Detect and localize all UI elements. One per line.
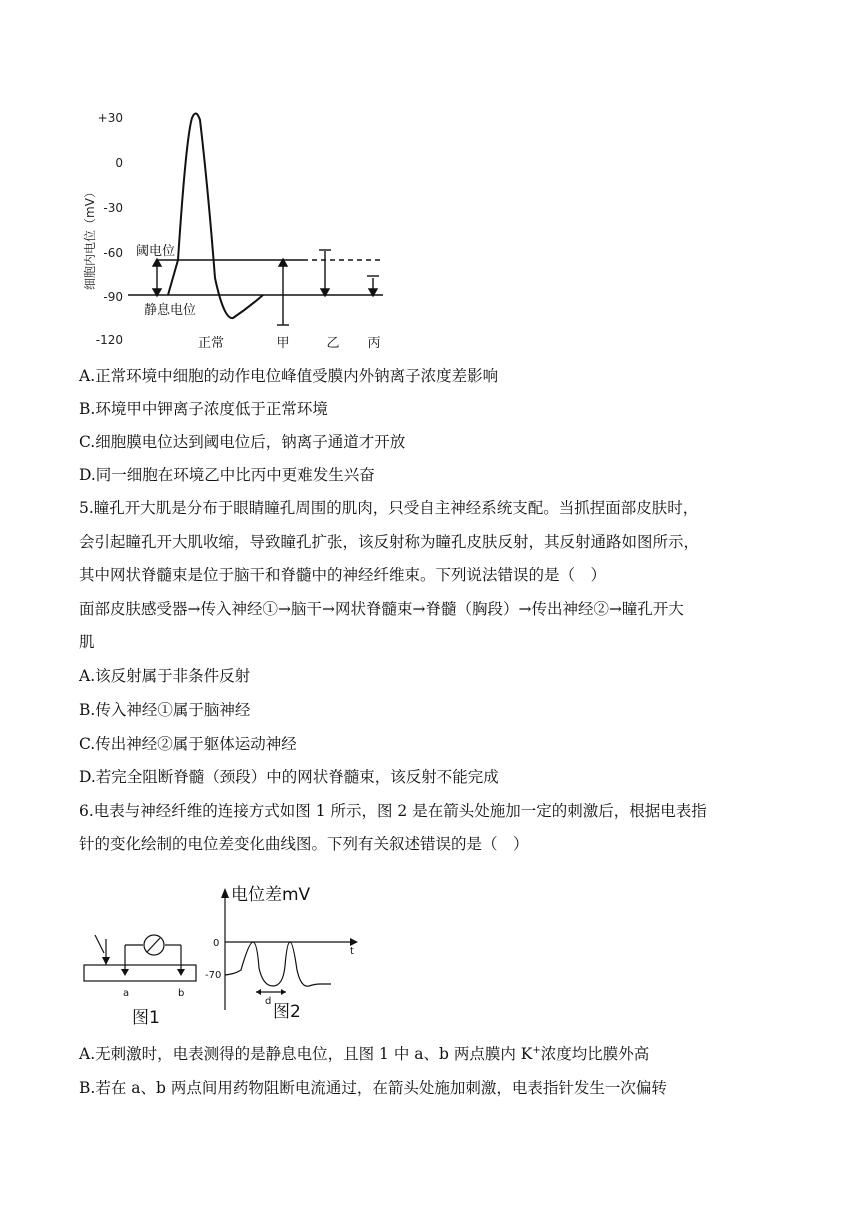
fig2-t-label: t [350,946,354,957]
x-label-yi: 乙 [326,336,340,351]
q6-option-a-sup: + [532,1045,541,1056]
q5-option-b: B.传入神经①属于脑神经 [79,701,251,719]
ytick-minus120: -120 [95,333,123,347]
q5-pathway-line-2: 肌 [79,633,95,651]
fig2-caption: 图2 [273,1002,301,1022]
fig2-d-label: d [265,996,272,1007]
ytick-0: 0 [115,156,123,170]
x-label-bing: 丙 [367,336,381,351]
threshold-label: 阈电位 [136,244,176,259]
q4-option-b: B.环境甲中钾离子浓度低于正常环境 [79,400,328,418]
ytick-minus60: -60 [103,246,123,260]
q5-option-a: A.该反射属于非条件反射 [79,667,251,685]
q5-stem-line-1: 5.瞳孔开大肌是分布于眼睛瞳孔周围的肌肉，只受自主神经系统支配。当抓捏面部皮肤时， [79,499,699,517]
q4-option-a: A.正常环境中细胞的动作电位峰值受膜内外钠离子浓度差影响 [79,367,499,385]
q6-option-a-text-2: 浓度均比膜外高 [540,1045,650,1063]
q6-option-b: B.若在 a、b 两点间用药物阻断电流通过，在箭头处施加刺激，电表指针发生一次偏转 [79,1079,667,1097]
q5-stem-line-3: 其中网状脊髓束是位于脑干和脊髓中的神经纤维束。下列说法错误的是（ ） [79,566,607,584]
ytick-minus30: -30 [103,201,123,215]
q6-stem-line-1: 6.电表与神经纤维的连接方式如图 1 所示，图 2 是在箭头处施加一定的刺激后，根据电表指 [79,802,707,820]
q5-option-d: D.若完全阻断脊髓（颈段）中的网状脊髓束，该反射不能完成 [79,768,499,786]
q5-pathway-line-1: 面部皮肤感受器→传入神经①→脑干→网状脊髓束→脊髓（胸段）→传出神经②→瞳孔开大 [79,600,684,618]
figure-1-meter-setup [80,925,205,1033]
ytick-minus90: -90 [103,290,123,304]
q5-option-c: C.传出神经②属于躯体运动神经 [79,735,297,753]
fig1-point-b: b [178,988,185,999]
action-potential-figure [78,108,398,356]
q4-option-d: D.同一细胞在环境乙中比丙中更难发生兴奋 [79,466,375,484]
x-label-jia: 甲 [276,336,290,351]
resting-label: 静息电位 [144,303,197,318]
q6-stem-line-2: 针的变化绘制的电位差变化曲线图。下列有关叙述错误的是（ ） [79,835,529,853]
fig1-caption: 图1 [132,1008,160,1028]
fig2-y0: 0 [213,938,220,949]
q4-option-c: C.细胞膜电位达到阈电位后，钠离子通道才开放 [79,433,406,451]
y-axis-label: 细胞内电位（mV） [83,186,97,290]
figure-2-potential-curve [205,880,370,1026]
fig2-y-minus70: -70 [205,970,222,981]
action-potential-curve [168,113,263,318]
x-label-normal: 正常 [197,336,225,351]
q6-option-a-text-1: A.无刺激时，电表测得的是静息电位，且图 1 中 a、b 两点膜内 K [79,1045,533,1063]
fig2-y-label: 电位差mV [231,885,311,905]
ytick-plus30: +30 [97,111,123,125]
fig1-point-a: a [123,988,130,999]
q5-stem-line-2: 会引起瞳孔开大肌收缩，导致瞳孔扩张，该反射称为瞳孔皮肤反射，其反射通路如图所示， [79,533,700,551]
q6-option-a [79,1044,649,1064]
